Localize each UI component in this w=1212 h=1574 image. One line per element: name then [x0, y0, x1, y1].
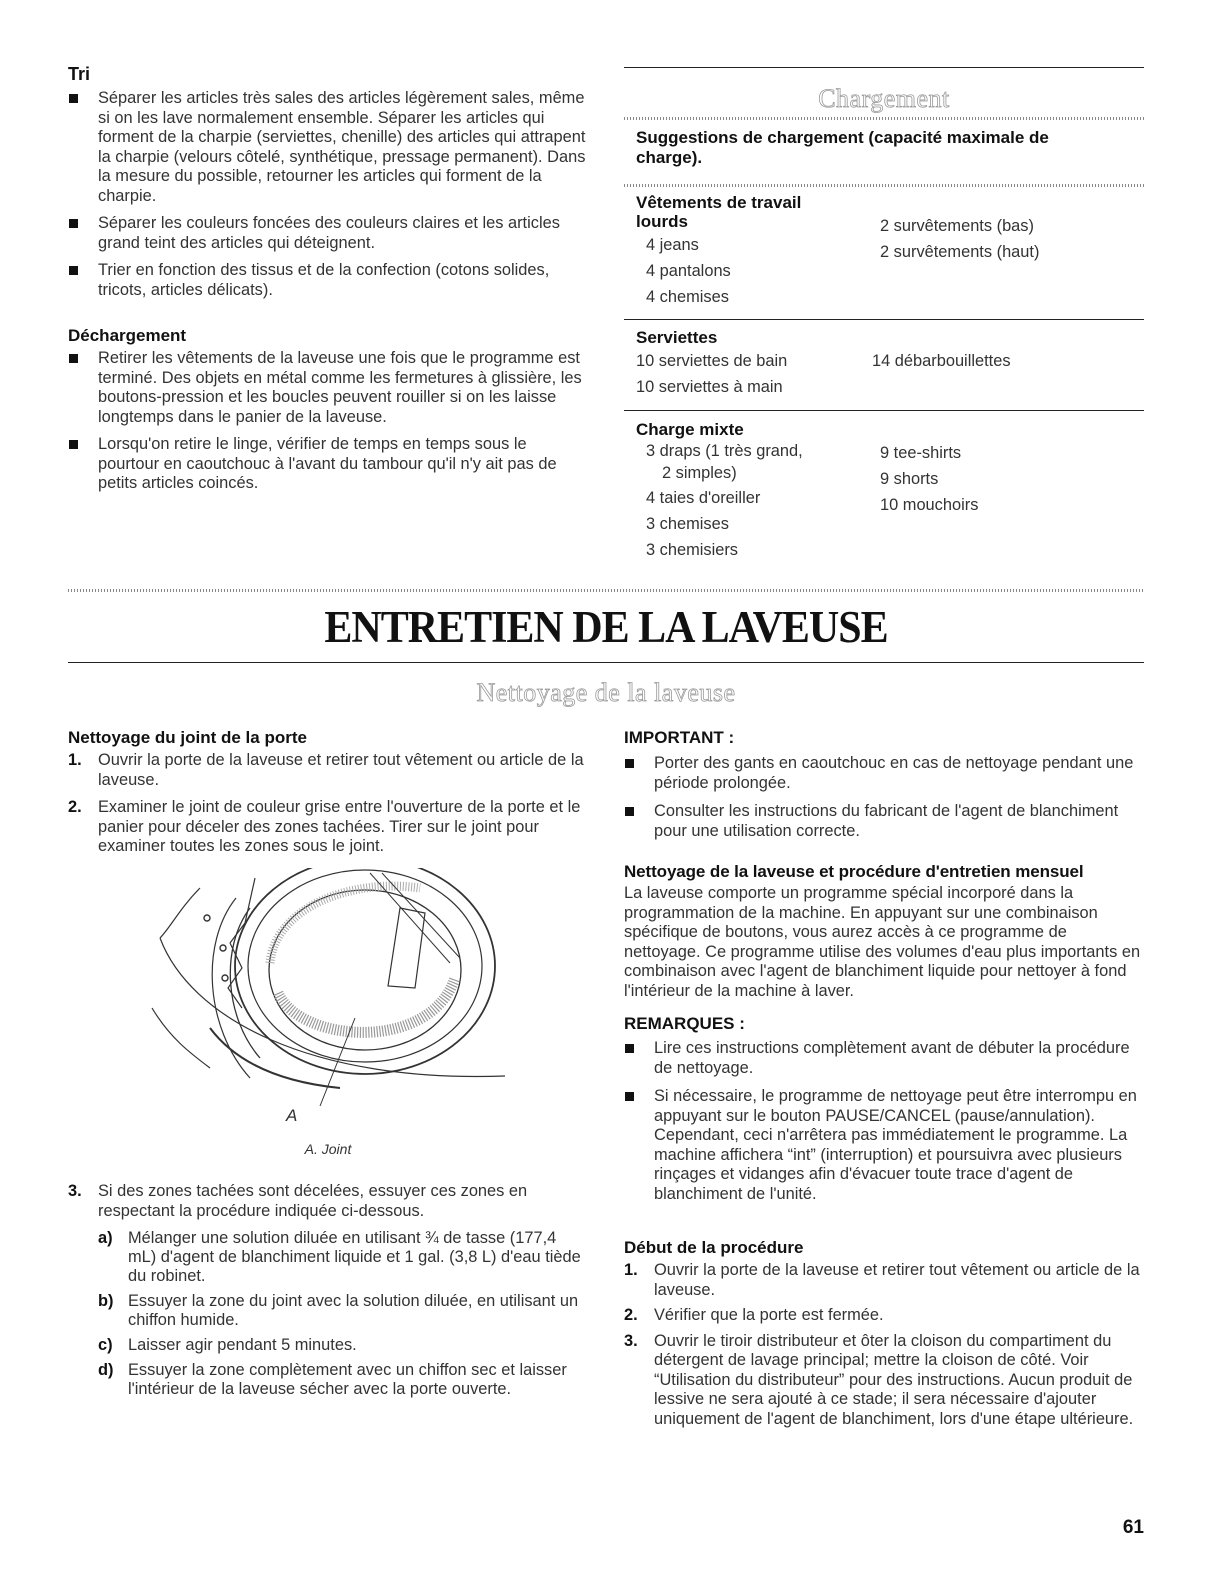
- load-item: 10 mouchoirs: [880, 496, 979, 514]
- list-item: Lorsqu'on retire le linge, vérifier de temps en temps sous le pourtour en caoutchouc à l'avant du tambour qu'il n'y ait pas de petits articles coincés.: [68, 435, 588, 494]
- remarques-heading: REMARQUES :: [624, 1014, 745, 1033]
- load-item: 4 chemises: [646, 288, 729, 306]
- load-group-heading: Charge mixte: [636, 420, 744, 439]
- list-item: Consulter les instructions du fabricant de l'agent de blanchiment pour une utilisation correcte.: [624, 802, 1144, 841]
- load-group-towels-right: [872, 348, 1132, 374]
- debut-section: [624, 1238, 1144, 1429]
- list-item: 2. Vérifier que la porte est fermée.: [624, 1306, 884, 1324]
- debut-steps: [624, 1261, 1144, 1429]
- dechargement-list: [68, 349, 588, 494]
- load-item: 9 shorts: [880, 470, 939, 488]
- chargement-suggestions: Suggestions de chargement (capacité maximale de charge).: [636, 128, 1049, 167]
- chargement-dotted-rule: [624, 117, 1144, 120]
- list-item: a) Mélanger une solution diluée en utilisant ¾ de tasse (177,4 mL) d'agent de blanchiment liquide et 1 gal. (3,8 L) d'eau tiède du robinet.: [98, 1229, 581, 1285]
- page-title: ENTRETIEN DE LA LAVEUSE: [324, 603, 888, 653]
- joint-heading: Nettoyage du joint de la porte: [68, 728, 307, 747]
- load-item: 9 tee-shirts: [880, 444, 962, 462]
- list-item: 3. Ouvrir le tiroir distributeur et ôter la cloison du compartiment du détergent de lavage principal; mettre la cloison de côté. Voir “Utilisation du distributeur” pour des instructions. Aucun produit de lessive ne sera ajouté à ce stade; il sera nécessaire d'ajouter uniquement de l'agent de blanchiment, lors d'une étape ultérieure.: [624, 1331, 1134, 1428]
- load-item: 4 taies d'oreiller: [646, 489, 761, 507]
- load-group-heading-2: lourds: [636, 212, 688, 231]
- list-item: c) Laisser agir pendant 5 minutes.: [98, 1336, 357, 1354]
- load-group-divider: [624, 319, 1144, 320]
- dechargement-heading: Déchargement: [68, 326, 187, 345]
- list-item: Retirer les vêtements de la laveuse une fois que le programme est terminé. Des objets en métal comme les fermetures à glissière, les boutons-pression et les boucles peuvent rouiller si on les laisse longtemps dans le panier de la laveuse.: [68, 349, 588, 427]
- figure-caption: A. Joint: [304, 1141, 352, 1157]
- tri-section: [68, 64, 588, 300]
- load-group-towels: [636, 328, 876, 400]
- load-group-heavy-right: [880, 213, 1140, 265]
- joint-steps: [68, 751, 588, 857]
- load-group-heavy: [636, 193, 876, 310]
- chargement-dotted-rule-2: [624, 184, 1144, 187]
- list-item: Séparer les couleurs foncées des couleurs claires et les articles grand teint des articles qui déteignent.: [68, 214, 588, 253]
- load-group-mixed: [636, 420, 876, 563]
- load-group-divider: [624, 410, 1144, 411]
- joint-substeps: [98, 1229, 588, 1399]
- important-list: [624, 754, 1144, 841]
- load-item: 3 draps (1 très grand,: [646, 442, 803, 460]
- mensuel-section: [624, 862, 1146, 1001]
- load-item: 10 serviettes de bain: [636, 352, 788, 370]
- remarques-section: [624, 1014, 1144, 1204]
- door-seal-illustration: [150, 868, 510, 1118]
- tri-list: [68, 89, 588, 300]
- list-item: 3. Si des zones tachées sont décelées, essuyer ces zones en respectant la procédure indiquée ci-dessous.: [68, 1182, 528, 1220]
- list-item: Porter des gants en caoutchouc en cas de nettoyage pendant une période prolongée.: [624, 754, 1144, 793]
- load-item: 3 chemises: [646, 515, 729, 533]
- load-group-heading: Serviettes: [636, 328, 718, 347]
- list-item: Si nécessaire, le programme de nettoyage peut être interrompu en appuyant sur le bouton PAUSE/CANCEL (pause/annulation). Cependant, ceci n'arrêtera pas immédiatement le programme. La machine affichera “int” (interruption) et poursuivra avec plusieurs rinçages et vidanges afin d'évacuer toute trace d'agent de blanchiment de l'unité.: [624, 1087, 1144, 1204]
- load-item: 2 survêtements (bas): [880, 217, 1034, 235]
- joint-section: [68, 728, 588, 857]
- load-item: 2 survêtements (haut): [880, 243, 1040, 261]
- load-item: 10 serviettes à main: [636, 378, 783, 396]
- load-item: 3 chemisiers: [646, 541, 738, 559]
- mensuel-text: La laveuse comporte un programme spécial incorporé dans la programmation de la machine. En appuyant sur une combinaison spécifique de boutons, vous aurez accès à ce programme de nettoyage. Ce programme utilise des volumes d'eau plus importants en combinaison avec l'agent de blanchiment liquide pour nettoyer à fond l'intérieur de la machine à laver.: [624, 884, 1141, 1000]
- load-item: 4 pantalons: [646, 262, 731, 280]
- chargement-top-rule: [624, 67, 1144, 68]
- page-number: 61: [1122, 1517, 1144, 1538]
- list-item: Séparer les articles très sales des articles légèrement sales, même si on les lave normalement ensemble. Séparer les articles qui forment de la charpie (serviettes, chenille) des articles qui attrapent la charpie (velours côtelé, synthétique, pressage permanent). Dans la mesure du possible, retourner les articles qui forment de la charpie.: [68, 89, 588, 206]
- mensuel-heading: Nettoyage de la laveuse et procédure d'entretien mensuel: [624, 862, 1084, 881]
- main-title-rule: [68, 662, 1144, 663]
- tri-heading: Tri: [68, 64, 91, 84]
- chargement-title: Chargement: [818, 84, 950, 113]
- nettoyage-title: Nettoyage de la laveuse: [476, 678, 736, 707]
- joint-step3: [68, 1182, 588, 1221]
- list-item: b) Essuyer la zone du joint avec la solution diluée, en utilisant un chiffon humide.: [98, 1292, 579, 1329]
- load-item: 2 simples): [662, 464, 737, 482]
- remarques-list: [624, 1039, 1144, 1204]
- important-heading: IMPORTANT :: [624, 728, 735, 747]
- load-group-heading: Vêtements de travail: [636, 193, 802, 212]
- figure-letter: A: [286, 1106, 298, 1125]
- important-section: [624, 728, 1144, 841]
- debut-heading: Début de la procédure: [624, 1238, 804, 1257]
- load-item: 4 jeans: [646, 236, 699, 254]
- load-item: 14 débarbouillettes: [872, 352, 1011, 370]
- list-item: Lire ces instructions complètement avant de débuter la procédure de nettoyage.: [624, 1039, 1144, 1078]
- dechargement-section: [68, 326, 588, 494]
- list-item: d) Essuyer la zone complètement avec un chiffon sec et laisser l'intérieur de la laveuse sécher avec la porte ouverte.: [98, 1361, 567, 1398]
- main-title-dotted-rule: [68, 589, 1144, 592]
- list-item: Trier en fonction des tissus et de la confection (cotons solides, tricots, articles délicats).: [68, 261, 588, 300]
- list-item: 1. Ouvrir la porte de la laveuse et retirer tout vêtement ou article de la laveuse.: [68, 751, 584, 789]
- list-item: 1. Ouvrir la porte de la laveuse et retirer tout vêtement ou article de la laveuse.: [624, 1261, 1140, 1299]
- list-item: 2. Examiner le joint de couleur grise entre l'ouverture de la porte et le panier pour déceler des zones tachées. Tirer sur le joint pour examiner toutes les zones sous le joint.: [68, 798, 581, 855]
- joint-section-cont: [68, 1182, 588, 1399]
- load-group-mixed-right: [880, 440, 1140, 518]
